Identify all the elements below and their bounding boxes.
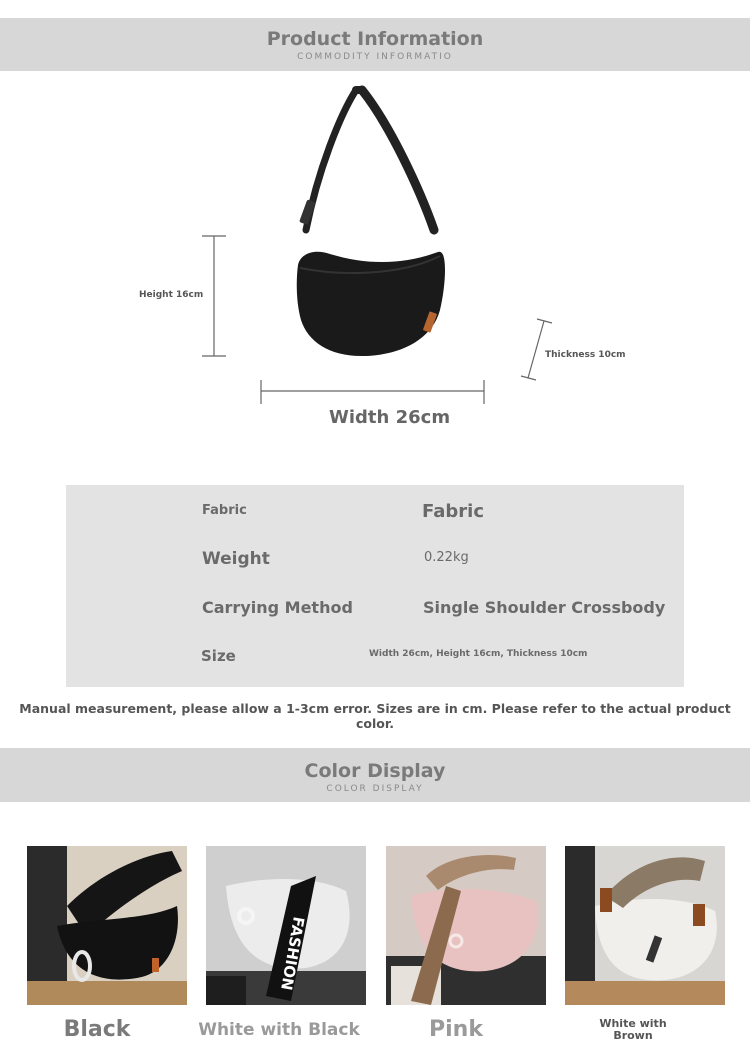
- color-swatch-pink[interactable]: [386, 846, 546, 1005]
- spec-key-fabric: Fabric: [202, 503, 247, 518]
- color-label-white-with-brown-line1: White with: [599, 1017, 667, 1030]
- color-swatch-white-with-black[interactable]: [206, 846, 366, 1005]
- spec-value-size: Width 26cm, Height 16cm, Thickness 10cm: [369, 649, 588, 659]
- color-label-white-with-black: White with Black: [198, 1020, 360, 1040]
- bag-white-black-photo: [206, 846, 366, 1005]
- width-guide: [261, 380, 484, 404]
- measurement-note: Manual measurement, please allow a 1-3cm error. Sizes are in cm. Please refer to the actual product color.: [19, 701, 731, 731]
- bag-pink-photo: [386, 846, 546, 1005]
- color-label-black: Black: [63, 1017, 131, 1042]
- color-display-subtitle: COLOR DISPLAY: [326, 784, 424, 794]
- bag-strap: [306, 90, 434, 230]
- bag-body: [297, 252, 445, 356]
- spec-key-size: Size: [201, 647, 236, 665]
- strap-print-text: FASHION: [277, 915, 308, 992]
- spec-value-fabric: Fabric: [422, 501, 484, 522]
- bag-dimension-illustration: [0, 80, 750, 420]
- color-label-white-with-brown-line2: Brown: [613, 1029, 653, 1042]
- spec-value-weight: 0.22kg: [424, 550, 469, 565]
- height-guide: [202, 236, 226, 356]
- color-display-banner: [0, 748, 750, 802]
- color-label-pink: Pink: [429, 1017, 483, 1042]
- color-display-title: Color Display: [304, 760, 446, 782]
- spec-key-weight: Weight: [202, 549, 270, 569]
- spec-value-carrying-method: Single Shoulder Crossbody: [423, 598, 666, 617]
- product-info-subtitle: COMMODITY INFORMATIO: [297, 52, 453, 62]
- bag-black-photo: [27, 846, 187, 1005]
- height-label: Height 16cm: [139, 290, 204, 300]
- width-label: Width 26cm: [329, 407, 451, 428]
- color-label-white-with-brown: [565, 1018, 701, 1042]
- product-info-banner: [0, 18, 750, 71]
- thickness-label: Thickness 10cm: [545, 350, 626, 360]
- color-swatch-white-with-brown[interactable]: [565, 846, 725, 1005]
- product-info-title: Product Information: [266, 28, 484, 50]
- bag-white-brown-photo: [565, 846, 725, 1005]
- spec-key-carrying-method: Carrying Method: [202, 598, 353, 617]
- spec-panel: [66, 485, 684, 687]
- color-swatch-black[interactable]: [27, 846, 187, 1005]
